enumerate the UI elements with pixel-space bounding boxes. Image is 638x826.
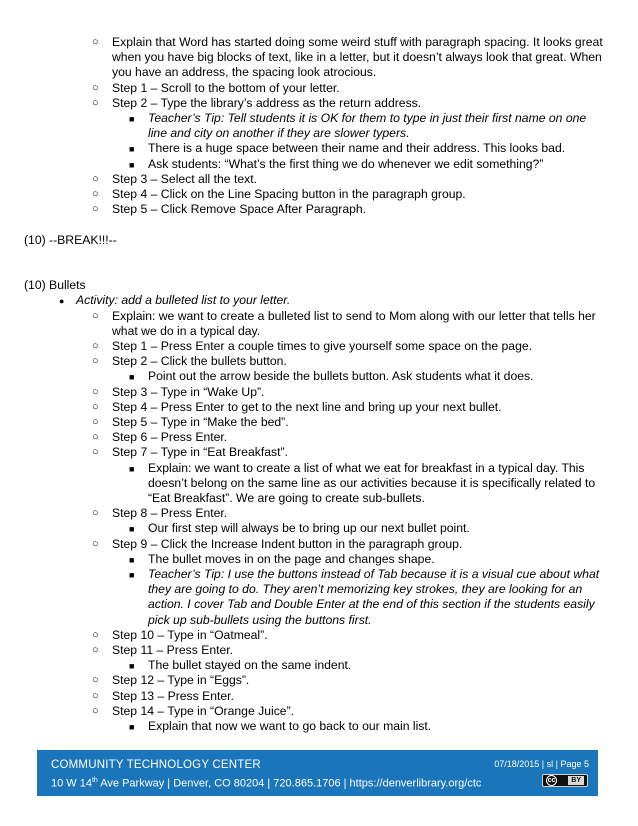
list-item bbox=[0, 35, 638, 81]
bullet-marker-icon: ○ bbox=[92, 431, 99, 444]
bullet-marker-icon: ○ bbox=[92, 704, 99, 717]
blank-line bbox=[0, 217, 638, 232]
list-item-text: Step 4 – Press Enter to get to the next line and bring up your next bullet. bbox=[112, 399, 502, 414]
list-item bbox=[0, 567, 638, 628]
bullet-marker-icon: ○ bbox=[92, 81, 99, 94]
list-item bbox=[0, 354, 638, 369]
footer-organization: COMMUNITY TECHNOLOGY CENTER bbox=[51, 759, 261, 771]
footer-address-rest: Ave Parkway | Denver, CO 80204 | 720.865.1706 | https://denverlibrary.org/ctc bbox=[97, 777, 482, 790]
list-item-text: Explain: we want to create a list of what we eat for breakfast in a typical day. This doesn’t belong on the same line as our activities because it is specifically related to “Eat Breakfast”. We are going to create sub-bullets. bbox=[148, 460, 596, 506]
list-item-text: Step 1 – Scroll to the bottom of your letter. bbox=[112, 80, 340, 95]
list-item-text: Step 4 – Click on the Line Spacing button in the paragraph group. bbox=[112, 187, 466, 202]
list-item bbox=[0, 339, 638, 354]
list-item-text: Step 5 – Type in “Make the bed”. bbox=[112, 415, 289, 430]
list-item-text: Our first step will always be to bring up our next bullet point. bbox=[148, 521, 470, 536]
bullet-marker-icon: ■ bbox=[129, 372, 135, 383]
list-item bbox=[0, 415, 638, 430]
list-item-text: (10) Bullets bbox=[24, 278, 86, 293]
list-item bbox=[0, 172, 638, 187]
list-item bbox=[0, 689, 638, 704]
list-item bbox=[0, 643, 638, 658]
bullet-marker-icon: ○ bbox=[92, 400, 99, 413]
bullet-marker-icon: ■ bbox=[129, 554, 135, 565]
bullet-marker-icon: ■ bbox=[129, 661, 135, 672]
bullet-marker-icon: ■ bbox=[129, 463, 135, 474]
bullet-marker-icon: ○ bbox=[92, 309, 99, 322]
list-item-text: Explain: we want to create a bulleted list to send to Mom along with our letter that tells her what we do in a typical day. bbox=[112, 308, 596, 338]
list-item bbox=[0, 658, 638, 673]
list-item bbox=[0, 111, 638, 141]
bullet-marker-icon: ● bbox=[59, 296, 65, 307]
list-item bbox=[0, 673, 638, 688]
list-item-text: (10) --BREAK!!!-- bbox=[24, 232, 117, 247]
blank-line bbox=[0, 248, 638, 263]
list-item bbox=[0, 506, 638, 521]
bullet-marker-icon: ○ bbox=[92, 188, 99, 201]
footer-address bbox=[51, 777, 481, 790]
list-item-text: Activity: add a bulleted list to your letter. bbox=[76, 293, 291, 308]
bullet-marker-icon: ■ bbox=[129, 159, 135, 170]
list-item-text: Teacher’s Tip: Tell students it is OK for them to type in just their first name on one line and city on another if they are slower typers. bbox=[148, 111, 587, 141]
bullet-marker-icon: ○ bbox=[92, 385, 99, 398]
bullet-marker-icon: ○ bbox=[92, 507, 99, 520]
bullet-marker-icon: ■ bbox=[129, 114, 135, 125]
list-item bbox=[0, 81, 638, 96]
list-item-text: Step 8 – Press Enter. bbox=[112, 506, 228, 521]
list-item-text: Explain that Word has started doing some weird stuff with paragraph spacing. It looks great when you have big blocks of text, like in a letter, but it doesn’t always look that great. When you have an address, the spacing look atrocious. bbox=[112, 35, 603, 80]
list-item-text: Step 9 – Click the Increase Indent button in the paragraph group. bbox=[112, 536, 463, 551]
page-footer bbox=[37, 750, 598, 796]
list-item bbox=[0, 445, 638, 460]
list-item bbox=[0, 430, 638, 445]
footer-address-street: 10 W 14 bbox=[51, 777, 92, 790]
list-item-text: Step 11 – Press Enter. bbox=[112, 643, 234, 658]
bullet-marker-icon: ○ bbox=[92, 36, 99, 48]
document-body bbox=[0, 35, 638, 734]
list-item-text: Step 12 – Type in “Eggs”. bbox=[112, 673, 250, 688]
footer-address-ordinal: th bbox=[91, 777, 98, 784]
bullet-marker-icon: ○ bbox=[92, 416, 99, 429]
bullet-marker-icon: ○ bbox=[92, 340, 99, 353]
list-item bbox=[0, 521, 638, 536]
list-item-text: The bullet stayed on the same indent. bbox=[148, 658, 352, 673]
list-item-text: Point out the arrow beside the bullets button. Ask students what it does. bbox=[148, 369, 534, 384]
bullet-marker-icon: ■ bbox=[129, 722, 135, 733]
bullet-marker-icon: ○ bbox=[92, 689, 99, 702]
list-item-text: Ask students: “What’s the first thing we do whenever we edit something?” bbox=[148, 156, 544, 171]
list-item bbox=[0, 369, 638, 384]
list-item bbox=[0, 461, 638, 507]
bullet-marker-icon: ■ bbox=[129, 524, 135, 535]
bullet-marker-icon: ○ bbox=[92, 674, 99, 687]
list-item-text: There is a huge space between their name and their address. This looks bad. bbox=[148, 141, 566, 156]
section-heading bbox=[0, 278, 638, 293]
list-item-text: Step 3 – Select all the text. bbox=[112, 171, 257, 186]
list-item-text: Step 14 – Type in “Orange Juice”. bbox=[112, 703, 295, 718]
bullet-marker-icon: ■ bbox=[129, 570, 135, 581]
bullet-marker-icon: ■ bbox=[129, 144, 135, 155]
list-item-text: The bullet moves in on the page and changes shape. bbox=[148, 551, 435, 566]
list-item bbox=[0, 552, 638, 567]
footer-page-meta: 07/18/2015 | sl | Page 5 bbox=[494, 759, 589, 769]
list-item bbox=[0, 157, 638, 172]
list-item bbox=[0, 202, 638, 217]
bullet-marker-icon: ○ bbox=[92, 537, 99, 550]
list-item-text: Explain that now we want to go back to our main list. bbox=[148, 719, 432, 734]
list-item-text: Step 10 – Type in “Oatmeal”. bbox=[112, 627, 268, 642]
list-item bbox=[0, 385, 638, 400]
list-item bbox=[0, 187, 638, 202]
list-item-text: Step 5 – Click Remove Space After Paragraph. bbox=[112, 202, 367, 217]
bullet-marker-icon: ○ bbox=[92, 355, 99, 368]
list-item bbox=[0, 719, 638, 734]
list-item bbox=[0, 141, 638, 156]
list-item-text: Step 1 – Press Enter a couple times to give yourself some space on the page. bbox=[112, 339, 533, 354]
list-item-text: Step 3 – Type in “Wake Up”. bbox=[112, 384, 265, 399]
cc-logo: cc bbox=[547, 777, 556, 784]
bullet-marker-icon: ○ bbox=[92, 203, 99, 216]
list-item bbox=[0, 293, 638, 308]
list-item-text: Step 2 – Click the bullets button. bbox=[112, 354, 287, 369]
list-item-text: Step 2 – Type the library’s address as the return address. bbox=[112, 95, 422, 110]
list-item bbox=[0, 704, 638, 719]
list-item-text: Step 13 – Press Enter. bbox=[112, 688, 234, 703]
bullet-marker-icon: ○ bbox=[92, 96, 99, 109]
list-item bbox=[0, 400, 638, 415]
list-item bbox=[0, 96, 638, 111]
list-item bbox=[0, 537, 638, 552]
creative-commons-by-icon bbox=[542, 774, 588, 787]
cc-by-badge: BY bbox=[568, 776, 584, 785]
bullet-marker-icon: ○ bbox=[92, 644, 99, 657]
section-heading bbox=[0, 233, 638, 248]
list-item bbox=[0, 309, 638, 339]
blank-line bbox=[0, 263, 638, 278]
bullet-marker-icon: ○ bbox=[92, 446, 99, 459]
list-item-text: Teacher’s Tip: I use the buttons instead of Tab because it is a visual cue about what they are going to do. They aren’t memorizing key strokes, they are looking for an action. I cover Tab and Double Enter at the end of this section if the students easily pick up sub-bullets using the buttons first. bbox=[148, 567, 600, 627]
list-item bbox=[0, 628, 638, 643]
bullet-marker-icon: ○ bbox=[92, 172, 99, 185]
bullet-marker-icon: ○ bbox=[92, 628, 99, 641]
list-item-text: Step 6 – Press Enter. bbox=[112, 430, 228, 445]
list-item-text: Step 7 – Type in “Eat Breakfast”. bbox=[112, 445, 288, 460]
